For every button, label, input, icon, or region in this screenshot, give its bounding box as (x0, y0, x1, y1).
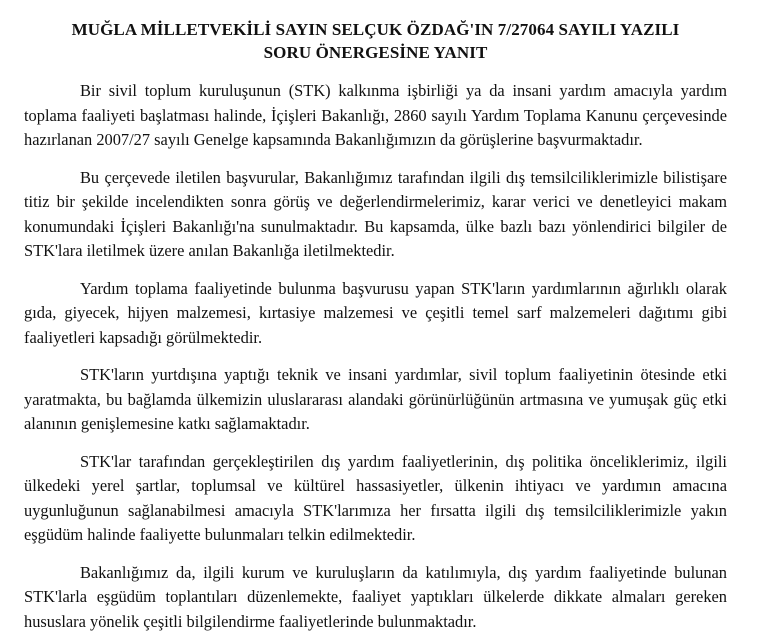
paragraph-5: STK'lar tarafından gerçekleştirilen dış yardım faaliyetlerinin, dış politika önceliklerimiz, ilgili ülkedeki yerel şartlar, toplumsal ve kültürel hassasiyetler, ülkenin ihtiyacı ve yardımın amacına uygunluğunun sağlanabilmesi amacıyla STK'larımıza her fırsatta ilgili dış temsilciliklerimizle yakın eşgüdüm halinde faaliyette bulunmaları telkin edilmektedir. (24, 451, 727, 544)
paragraph-6: Bakanlığımız da, ilgili kurum ve kuruluşların da katılımıyla, dış yardım faaliyetinde bulunan STK'larla eşgüdüm toplantıları düzenlemekte, faaliyet yaptıkları ülkelerde dikkate almaları gereken hususlara yönelik çeşitli bilgilendirme faaliyetlerinde bulunmaktadır. (24, 562, 727, 631)
document-title (24, 18, 727, 64)
paragraph-1: Bir sivil toplum kuruluşunun (STK) kalkınma işbirliği ya da insani yardım amacıyla yardım toplama faaliyeti başlatması halinde, İçişleri Bakanlığı, 2860 sayılı Yardım Toplama Kanunu çerçevesinde hazırlanan 2007/27 sayılı Genelge kapsamında Bakanlığımızın da görüşlerine başvurmaktadır. (24, 81, 727, 149)
title-line-2: SORU ÖNERGESİNE YANIT (263, 43, 488, 62)
paragraph-2: Bu çerçevede iletilen başvurular, Bakanlığımız tarafından ilgili dış temsilciliklerimizle bilistişare titiz bir şekilde incelendikten sonra görüş ve değerlendirmelerimiz, karar verici ve denetleyici makam konumundaki İçişleri Bakanlığı'na sunulmaktadır. Bu kapsamda, ülke bazlı bazı yönlendirici bilgiler de STK'lara iletilmek üzere anılan Bakanlığa iletilmektedir. (24, 167, 727, 260)
paragraph-3: Yardım toplama faaliyetinde bulunma başvurusu yapan STK'ların yardımlarının ağırlıklı olarak gıda, giyecek, hijyen malzemesi, kırtasiye malzemesi ve çeşitli temel sarf malzemeleri dağıtımı gibi faaliyetleri kapsadığı görülmektedir. (24, 278, 727, 347)
title-line-1: MUĞLA MİLLETVEKİLİ SAYIN SELÇUK ÖZDAĞ'IN 7/27064 SAYILI YAZILI (71, 20, 680, 39)
paragraph-4: STK'ların yurtdışına yaptığı teknik ve insani yardımlar, sivil toplum faaliyetinin ötesinde etki yaratmakta, bu bağlamda ülkemizin uluslararası alandaki görünürlüğünün artmasına ve yumuşak güç etki alanının genişlemesine katkı sağlamaktadır. (24, 365, 727, 433)
